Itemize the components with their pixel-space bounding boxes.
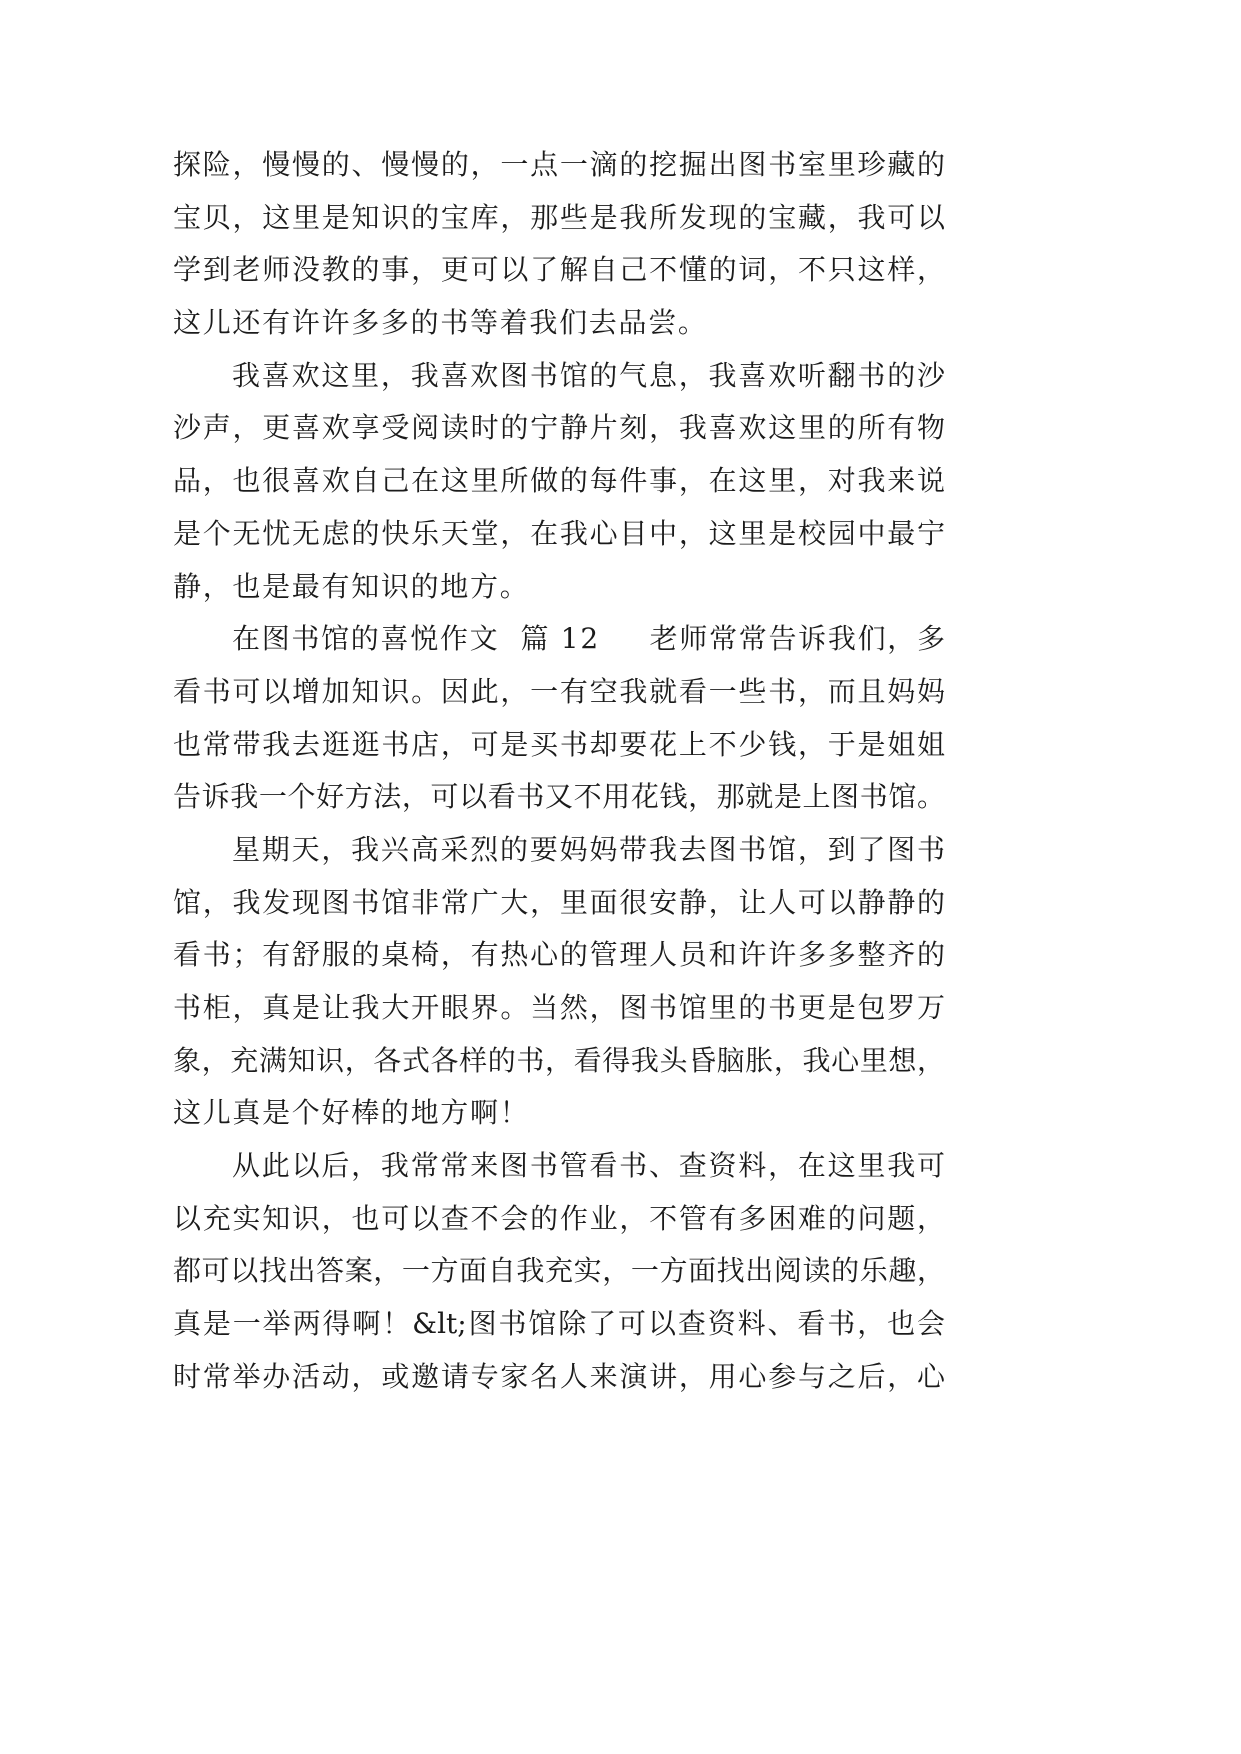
section-heading: 在图书馆的喜悦作文 篇 12 [232, 622, 600, 656]
text-line: 都可以找出答案，一方面自我充实，一方面找出阅读的乐趣， [173, 1254, 945, 1288]
paragraph [173, 824, 945, 1140]
text-line: 这儿还有许许多多的书等着我们去品尝。 [173, 306, 708, 340]
text-line: 是个无忧无虑的快乐天堂，在我心目中，这里是校园中最宁 [173, 516, 945, 550]
body-text [173, 139, 945, 1404]
text-line: 馆，我发现图书馆非常广大，里面很安静，让人可以静静的 [173, 885, 945, 919]
text-line: 从此以后，我常常来图书管看书、查资料，在这里我可 [232, 1149, 945, 1183]
text-line: 品，也很喜欢自己在这里所做的每件事，在这里，对我来说 [173, 464, 945, 498]
text-line: 也常带我去逛逛书店，可是买书却要花上不少钱，于是姐姐 [173, 727, 945, 761]
text-line: 宝贝，这里是知识的宝库，那些是我所发现的宝藏，我可以 [173, 200, 945, 234]
paragraph [173, 139, 945, 350]
text-line: 星期天，我兴高采烈的要妈妈带我去图书馆，到了图书 [232, 832, 945, 866]
text-line: 探险，慢慢的、慢慢的，一点一滴的挖掘出图书室里珍藏的 [173, 148, 945, 181]
text-line: 这儿真是个好棒的地方啊！ [173, 1096, 530, 1130]
text-line: 看书可以增加知识。因此，一有空我就看一些书，而且妈妈 [173, 674, 945, 708]
text-line: 沙声，更喜欢享受阅读时的宁静片刻，我喜欢这里的所有物 [173, 411, 945, 445]
paragraph [173, 613, 945, 824]
text-line: 学到老师没教的事，更可以了解自己不懂的词，不只这样， [173, 253, 945, 287]
text-line: 书柜，真是让我大开眼界。当然，图书馆里的书更是包罗万 [173, 991, 945, 1024]
text-line: 看书；有舒服的桌椅，有热心的管理人员和许许多多整齐的 [173, 938, 945, 972]
text-line: 告诉我一个好方法，可以看书又不用花钱，那就是上图书馆。 [173, 780, 945, 814]
text-run: 老师常常告诉我们，多 [649, 622, 947, 656]
text-line: 以充实知识，也可以查不会的作业，不管有多困难的问题， [173, 1201, 945, 1235]
text-line: 我喜欢这里，我喜欢图书馆的气息，我喜欢听翻书的沙 [232, 358, 945, 392]
text-line [173, 613, 945, 666]
text-line: 象，充满知识，各式各样的书，看得我头昏脑胀，我心里想， [173, 1043, 945, 1077]
text-line: 真是一举两得啊！&lt;图书馆除了可以查资料、看书，也会 [173, 1307, 945, 1341]
text-line: 时常举办活动，或邀请专家名人来演讲，用心参与之后，心 [173, 1359, 945, 1393]
paragraph [173, 1140, 945, 1403]
text-line: 静，也是最有知识的地方。 [173, 569, 530, 603]
paragraph [173, 350, 945, 613]
